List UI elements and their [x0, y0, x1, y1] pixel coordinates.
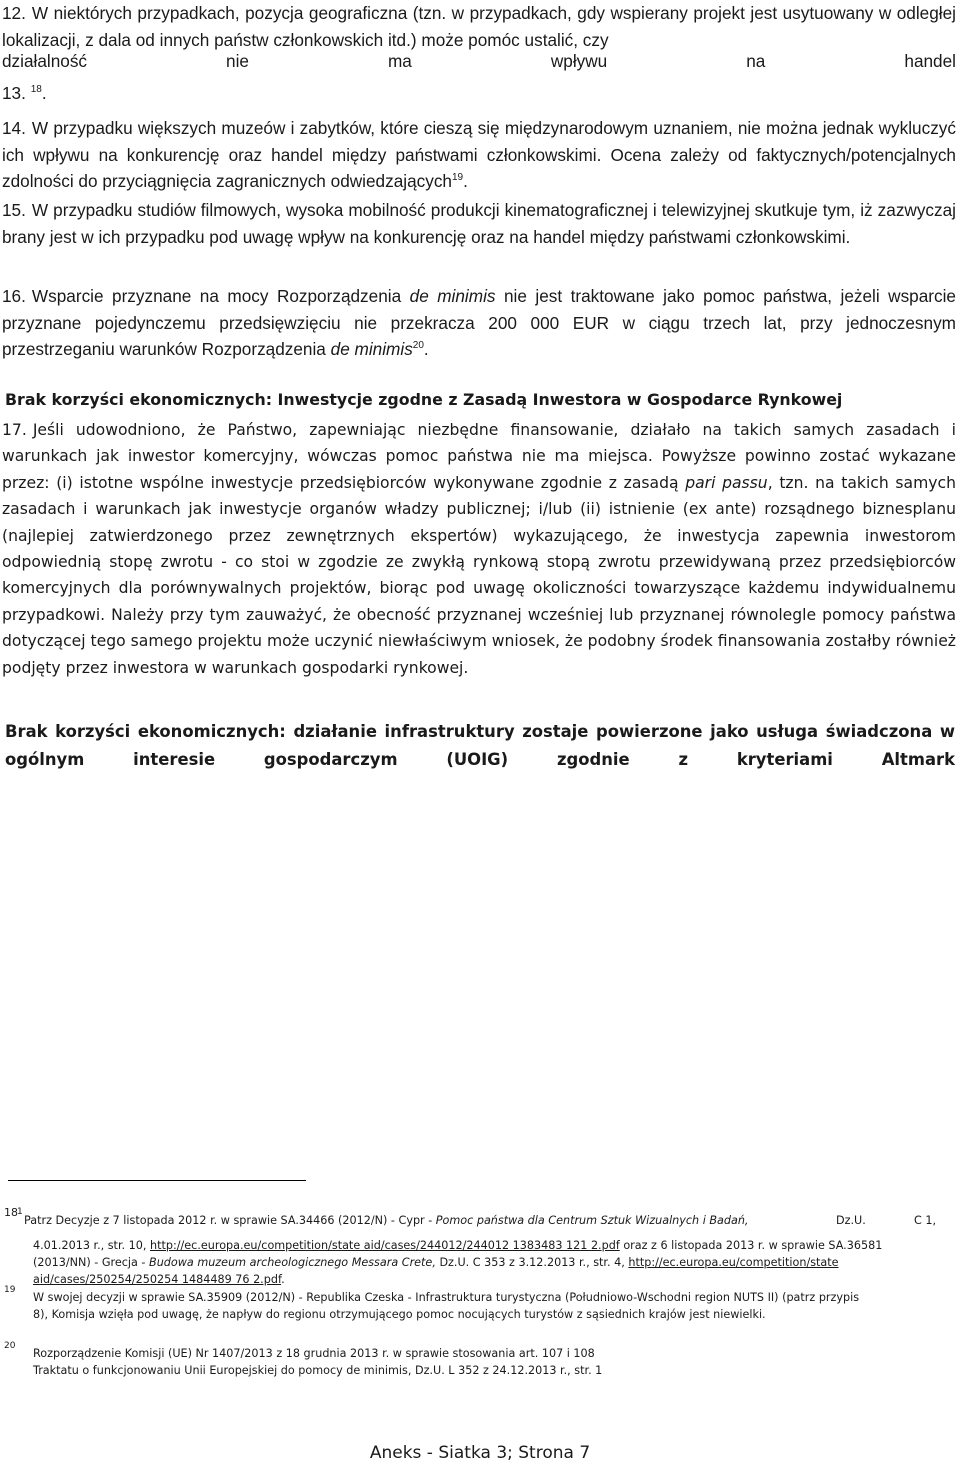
footnote-mark-20: 20 [4, 1341, 16, 1351]
footnote-text: 4.01.2013 r., str. 10, [33, 1239, 147, 1252]
paragraph-number: 14. [2, 118, 26, 138]
footnote-20-line-2: Traktatu o funkcjonowaniu Unii Europejskiej do pomocy de minimis, Dz.U. L 352 z 24.12.2013 r., str. 1 [33, 1364, 603, 1377]
paragraph-text: Wsparcie przyznane na mocy Rozporządzenia [31, 286, 402, 306]
paragraph-12 [2, 0, 956, 53]
page-footer: Aneks - Siatka 3; Strona 7 [369, 1443, 591, 1463]
footnote-italic: Pomoc państwa dla Centrum Sztuk Wizualnych i Badań, [435, 1214, 749, 1227]
paragraph-text: W niektórych przypadkach, pozycja geograficzna (tzn. w przypadkach, gdy wspierany projekt jest usytuowany w odległej lokalizacji, z dala od innych państw członkowskich itd.) może pomóc ustalić, czy [2, 3, 956, 50]
paragraph-number: 15. [2, 200, 26, 220]
paragraph-text: W przypadku większych muzeów i zabytków, które cieszą się międzynarodowym uznaniem, nie można jednak wykluczyć ich wpływu na konkurencję oraz handel między państwami członkowskimi. Ocena zależy od faktycznych/potencjalnych zdolności do przyciągnięcia zagranicznych odwiedzających [2, 118, 956, 191]
footnote-18-line-4 [33, 1271, 959, 1288]
footnote-ref-19[interactable]: 19 [451, 172, 464, 183]
footnote-link[interactable]: http://ec.europa.eu/competition/state [628, 1256, 839, 1269]
paragraph-number: 12. [2, 3, 26, 23]
footnote-19: W swojej decyzji w sprawie SA.35909 (2012/N) - Republika Czeska - Infrastruktura turystyczna (Południowo-Wschodni region NUTS II) (patrz przypis 8), Komisja wzięła pod uwagę, że napływ do regionu otrzymującego pomoc nocujących turystów z sąsiednich krajów jest niewielki. [33, 1291, 860, 1321]
italic-term: pari passu [685, 473, 768, 492]
footnote-text: C 1, [914, 1214, 937, 1227]
footnote-text: (2013/NN) - Grecja - [33, 1256, 146, 1269]
footnote-18-line-1 [24, 1212, 959, 1229]
footnote-20-line-1: Rozporządzenie Komisji (UE) Nr 1407/2013 z 18 grudnia 2013 r. w sprawie stosowania art. 107 i 108 [33, 1347, 595, 1360]
italic-term: de minimis [409, 286, 496, 306]
footnote-mark-18: 18 [4, 1206, 18, 1219]
section-heading-meo: Brak korzyści ekonomicznych: Inwestycje zgodne z Zasadą Inwestora w Gospodarce Rynkowej [5, 390, 843, 409]
punctuation: . [41, 83, 47, 103]
punctuation: . [281, 1273, 285, 1286]
footnote-18-line-3 [33, 1254, 959, 1271]
paragraph-17 [2, 417, 956, 681]
footnote-link[interactable]: aid/cases/250254/250254 1484489 76 2.pdf [33, 1273, 282, 1286]
paragraph-number: 13. [2, 83, 26, 103]
footnote-18-line-2 [33, 1237, 959, 1254]
footnote-ref-18[interactable]: 18 [30, 84, 42, 95]
punctuation: . [423, 339, 429, 359]
paragraph-number: 16. [2, 286, 26, 306]
paragraph-13 [2, 80, 956, 107]
footnote-text: oraz z 6 listopada 2013 r. w sprawie SA.36581 [623, 1239, 883, 1252]
italic-term: de minimis [330, 339, 413, 359]
footnote-italic: Budowa muzeum archeologicznego Messara Crete, [149, 1256, 436, 1269]
paragraph-12-line-2 [2, 48, 956, 75]
paragraph-text: W przypadku studiów filmowych, wysoka mobilność produkcji kinematograficznej i telewizyjnej skutkuje tym, iż zazwyczaj brany jest w ich przypadku pod uwagę wpływ na konkurencję oraz na handel między państwami członkowskimi. [2, 200, 956, 247]
paragraph-14 [2, 115, 956, 195]
footnote-ref-20[interactable]: 20 [412, 340, 424, 351]
paragraph-text: , tzn. na takich samych zasadach i warunkach jak inwestycje organów władzy publicznej; i/lub (ii) istnienie (ex ante) rozsądnego biznesplanu (najlepiej zatwierdzonego przez zewnętrznych ekspertów) wykazującego, że inwestycja zapewnia inwestorom odpowiednią stopę zwrotu - co stoi w zgodzie ze zwykłą rynkową stopą zwrotu przewidywaną przez przedsiębiorców komercyjnych dla porównywalnych projektów, biorąc pod uwagę okoliczności towarzyszące każdemu indywidualnemu przypadkowi. Należy przy tym zauważyć, że obecność przyznanej wcześniej lub przyznanej równolegle pomocy państwa dotyczącej tego samego projektu może uczynić niewłaściwym wniosek, że podobny środek finansowania zostałby również podjęty przez inwestora w warunkach gospodarki rynkowej. [2, 473, 956, 677]
footnote-text: Patrz Decyzje z 7 listopada 2012 r. w sprawie SA.34466 (2012/N) - Cypr - [24, 1214, 433, 1227]
footnote-link[interactable]: http://ec.europa.eu/competition/state aid/cases/244012/244012 1383483 121 2.pdf [150, 1239, 620, 1252]
paragraph-16 [2, 283, 956, 363]
paragraph-text: nie jest traktowane jako pomoc państwa, jeżeli wsparcie przyznane pojedynczemu przedsięwzięciu nie przekracza 200 000 EUR w ciągu trzech lat, przy jednoczesnym przestrzeganiu warunków Rozporządzenia [2, 286, 956, 359]
footnote-mark-18-sub: 1 [17, 1207, 23, 1217]
paragraph-number: 17. [2, 421, 27, 439]
paragraph-text: działalność nie ma wpływu na handel [2, 51, 956, 71]
punctuation: . [463, 171, 468, 191]
footnote-separator [8, 1180, 306, 1181]
footnote-text: Dz.U. C 353 z 3.12.2013 r., str. 4, [439, 1256, 625, 1269]
footnote-mark-19: 19 [4, 1285, 16, 1295]
paragraph-15 [2, 197, 956, 250]
paragraph-text: Jeśli udowodniono, że Państwo, zapewniając niezbędne finansowanie, działało na takich samych zasadach i warunkach jak inwestor komercyjny, wówczas pomoc państwa nie ma miejsca. Powyższe powinno zostać wykazane przez: (i) istotne wspólne inwestycje przedsiębiorców wykonywane zgodnie z zasadą [2, 421, 956, 492]
footnote-text: Dz.U. [836, 1214, 866, 1227]
section-heading-sgei: Brak korzyści ekonomicznych: działanie infrastruktury zostaje powierzone jako usługa świadczona w ogólnym interesie gospodarczym (UOIG) zgodnie z kryteriami Altmark [5, 722, 955, 769]
